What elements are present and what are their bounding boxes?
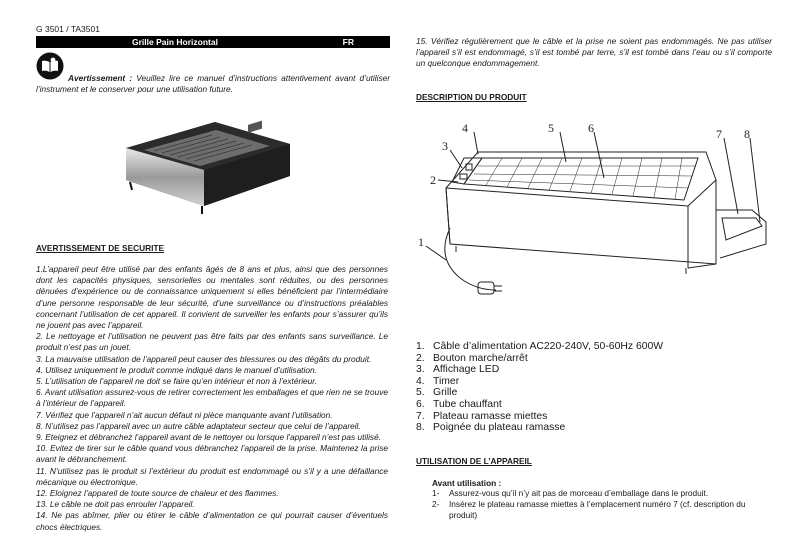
list-item: 6. Avant utilisation assurez-vous de retirer correctement les emballages et que rien ne se trouve à l’intérieur de l’appareil. xyxy=(36,387,388,409)
list-item: 3. Affichage LED xyxy=(416,364,500,376)
callout-8: 8 xyxy=(744,127,750,141)
safety-item-15: 15. Vérifiez régulièrement que le câble et la prise ne soient pas endommagés. Ne pas utiliser l’appareil s’il est endommagé, s’il est tombé par terre, s’il est tombé dans l’eau ou s’il comporte un quelconque endommagement. xyxy=(416,36,772,69)
list-item: 5. L’utilisation de l’appareil ne doit se faire qu’en intérieur et non à l’extérieur. xyxy=(36,376,318,387)
list-item: 11. N’utilisez pas le produit si l’extérieur du produit est endommagé ou s’il y a une défaillance mécanique ou électronique. xyxy=(36,465,388,487)
usage-steps xyxy=(432,488,772,522)
list-item: 1. Câble d’alimentation AC220-240V, 50-60Hz 600W xyxy=(416,341,664,352)
callout-7: 7 xyxy=(716,127,722,141)
callout-2: 2 xyxy=(430,173,436,187)
list-item: 8. N’utilisez pas l’appareil avec un autre câble adaptateur secteur que celui de l’appareil. xyxy=(36,420,361,431)
callout-3: 3 xyxy=(442,139,448,153)
safety-heading: AVERTISSEMENT DE SECURITE xyxy=(36,243,165,253)
list-item: 2. Le nettoyage et l’utilisation ne peuvent pas être faits par des enfants sans surveillance. Le produit n’est pas un jouet. xyxy=(36,331,388,353)
list-item: 12. Eloignez l’appareil de toute source de chaleur et des flammes. xyxy=(36,488,279,499)
warning-label: Avertissement : xyxy=(68,73,133,83)
callout-1: 1 xyxy=(418,235,424,249)
list-item: 2. Bouton marche/arrêt xyxy=(416,352,528,364)
parts-list xyxy=(416,341,663,434)
callout-6: 6 xyxy=(588,121,594,135)
list-item: 6. Tube chauffant xyxy=(416,398,502,410)
toaster-photo xyxy=(120,110,295,220)
list-item: 4. Timer xyxy=(416,375,460,387)
list-item: 1.L’appareil peut être utilisé par des enfants âgés de 8 ans et plus, ainsi que des personnes dont les capacités physiques, sensorielles ou mentales sont réduites, ou des personnes dénuées d’expérience ou de connaissance uniquement si elles bénéficient par l’intermédiaire d’une personne responsable de leur sécurité, d’une surveillance ou d’instructions préalables concernant l’utilisation de cet appareil. Il convient de surveiller les enfants pour s’assurer qu’ils ne jouent pas avec l’appareil. xyxy=(36,264,388,331)
callout-4: 4 xyxy=(462,121,468,135)
warning-paragraph xyxy=(36,73,390,95)
list-item: 8. Poignée du plateau ramasse xyxy=(416,422,566,434)
list-item: 5. Grille xyxy=(416,387,458,399)
product-diagram xyxy=(416,118,778,304)
document-title: Grille Pain Horizontal xyxy=(132,37,218,47)
list-item: 1- Assurez-vous qu’il n’y ait pas de morceau d’emballage dans le produit. xyxy=(432,488,709,498)
callout-5: 5 xyxy=(548,121,554,135)
list-item: 13. Le câble ne doit pas enrouler l’appareil. xyxy=(36,499,195,510)
list-item: 2- Insérez le plateau ramasse miettes à l’emplacement numéro 7 (cf. description du produit) xyxy=(432,499,746,521)
list-item: 14. Ne pas abîmer, plier ou étirer le câble d’alimentation ce qui pourrait causer d’éventuels chocs électriques. xyxy=(36,510,388,532)
before-use-label: Avant utilisation : xyxy=(432,478,502,488)
list-item: 3. La mauvaise utilisation de l’appareil peut causer des blessures ou des dégâts du produit. xyxy=(36,353,372,364)
language-code: FR xyxy=(342,37,354,47)
list-item: 7. Plateau ramasse miettes xyxy=(416,410,548,422)
safety-list xyxy=(36,264,388,533)
title-bar xyxy=(36,36,390,48)
list-item: 10. Evitez de tirer sur le câble quand vous débranchez l’appareil de la prise. Maintenez la prise avant le débranchement. xyxy=(36,443,388,465)
usage-heading: UTILISATION DE L’APPAREIL xyxy=(416,456,532,466)
list-item: 9. Eteignez et débranchez l’appareil avant de le nettoyer ou lorsque l’appareil n’est pas utilisé. xyxy=(36,432,381,443)
description-heading: DESCRIPTION DU PRODUIT xyxy=(416,92,527,102)
model-number: G 3501 / TA3501 xyxy=(36,24,100,34)
list-item: 4. Utilisez uniquement le produit comme indiqué dans le manuel d’utilisation. xyxy=(36,364,317,375)
warning-text: Veuillez lire ce manuel d’instructions attentivement avant d’utiliser l’instrument et le conserver pour une utilisation future. xyxy=(36,73,390,95)
list-item: 7. Vérifiez que l’appareil n’ait aucun défaut ni pièce manquante avant l’utilisation. xyxy=(36,409,333,420)
